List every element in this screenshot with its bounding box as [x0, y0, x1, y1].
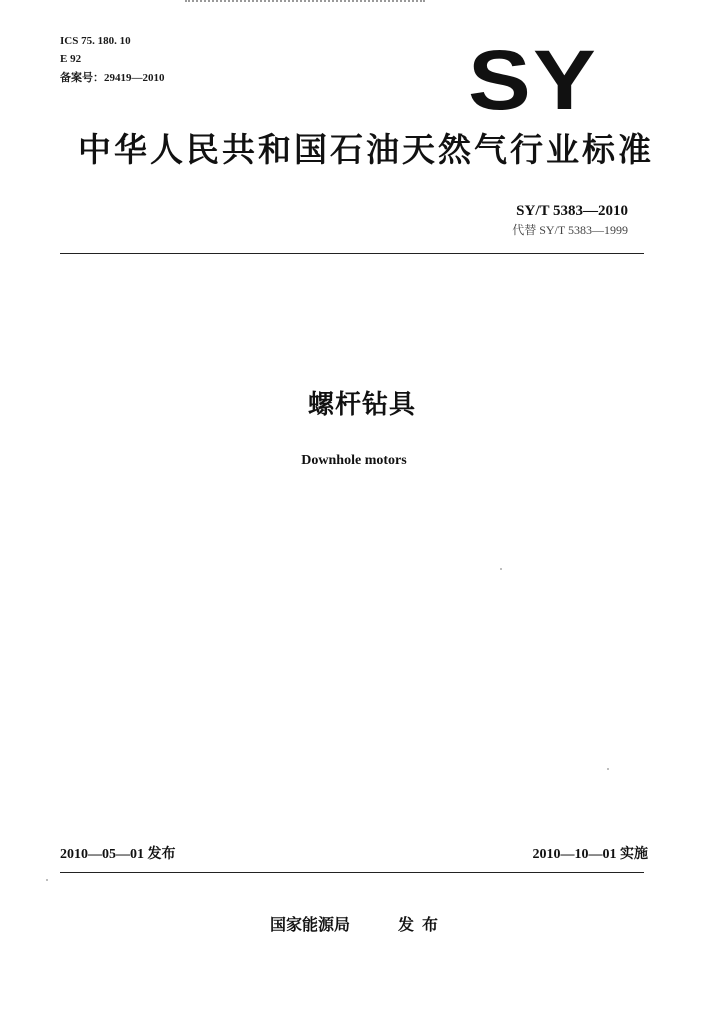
issue-date: 2010—05—01 发布 [60, 847, 176, 862]
scan-speck [607, 768, 609, 770]
document-title-english: Downhole motors [301, 453, 407, 468]
top-dotted-border [185, 0, 425, 6]
scan-speck [46, 879, 48, 881]
bottom-divider [60, 872, 644, 873]
scan-speck [500, 568, 502, 570]
top-divider [60, 253, 644, 254]
document-title-chinese: 螺杆钻具 [307, 390, 416, 420]
ics-code: ICS 75. 180. 10 [60, 35, 131, 47]
replaces-standard: 代替 SY/T 5383—1999 [512, 223, 628, 237]
implementation-date: 2010—10—01 实施 [532, 847, 648, 862]
clc-code: E 92 [60, 53, 82, 65]
standard-category-title: 中华人民共和国石油天然气行业标准 [78, 130, 654, 169]
record-number: 备案号：29419—2010 [60, 72, 165, 84]
issuing-authority: 国家能源局 [270, 915, 351, 934]
issue-action: 发布 [398, 915, 447, 934]
sy-logo: SY [468, 33, 598, 127]
standard-number: SY/T 5383—2010 [516, 203, 628, 219]
